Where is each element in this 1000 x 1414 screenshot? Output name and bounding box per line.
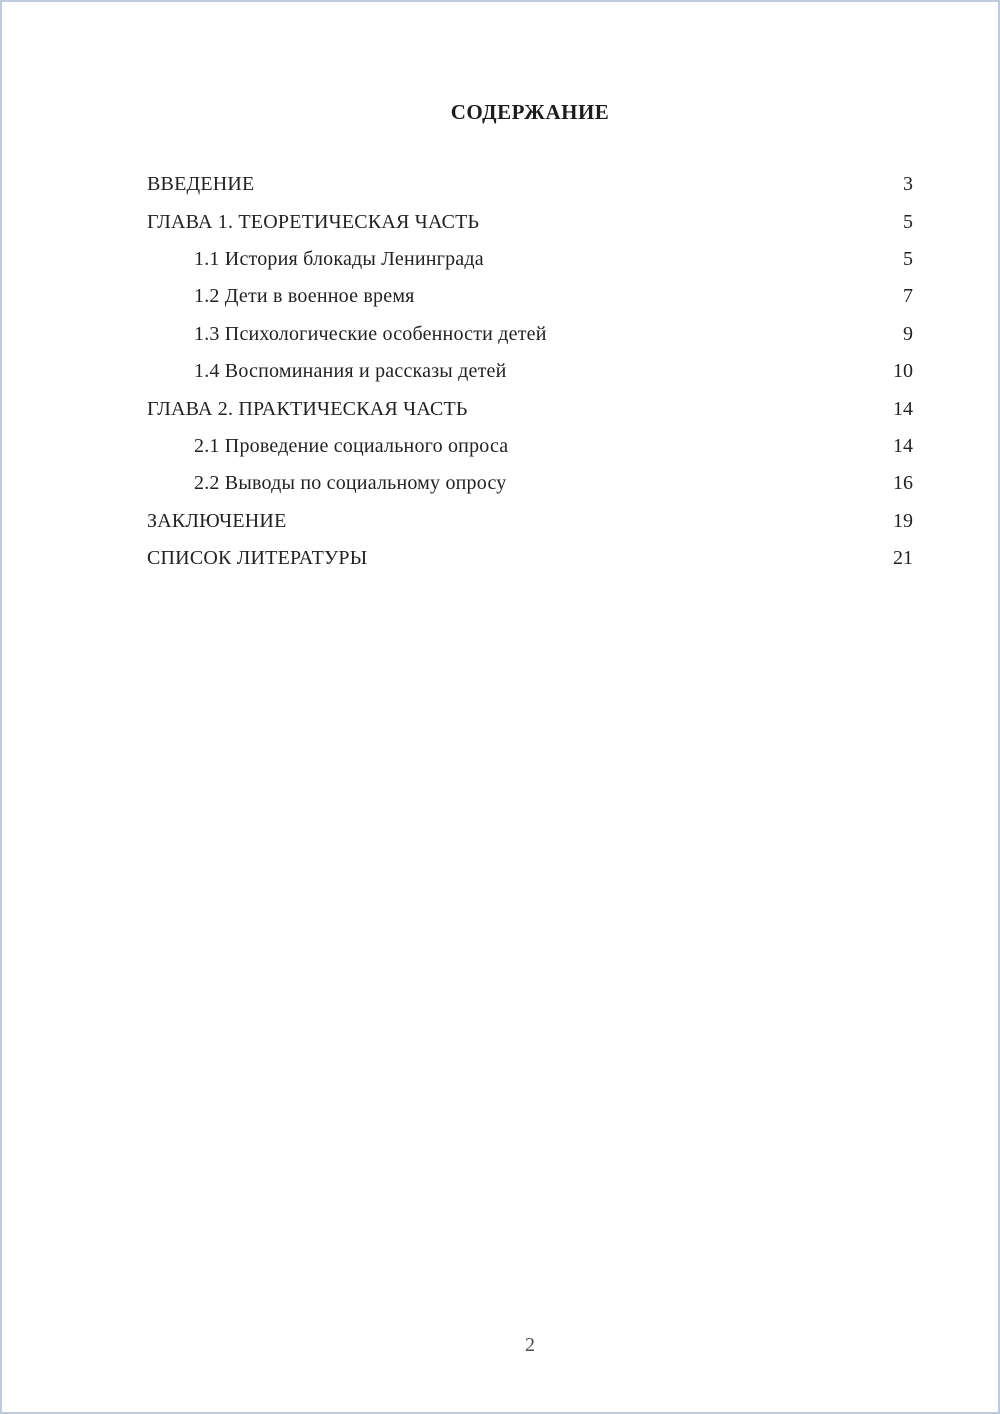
toc-entry-page: 5 <box>903 247 913 270</box>
toc-entry-page: 9 <box>903 322 913 345</box>
toc-entry-page: 7 <box>903 285 913 308</box>
toc-entry <box>147 428 913 465</box>
toc-entry-label: 2.2 Выводы по социальному опросу <box>194 472 507 495</box>
toc-entry <box>147 390 913 427</box>
toc-entry-label: ЗАКЛЮЧЕНИЕ <box>147 509 287 532</box>
toc-entry <box>147 203 913 240</box>
toc-entry-page: 5 <box>903 210 913 233</box>
toc-entry-page: 16 <box>893 472 913 495</box>
toc-entry <box>147 278 913 315</box>
toc-entry-label: ВВЕДЕНИЕ <box>147 173 255 196</box>
toc-entry-page: 3 <box>903 173 913 196</box>
toc-entry <box>147 503 913 540</box>
toc-entry-page: 10 <box>893 360 913 383</box>
toc-entry <box>147 241 913 278</box>
toc-entry-label: 1.4 Воспоминания и рассказы детей <box>194 360 507 383</box>
footer-page-number: 2 <box>525 1334 535 1356</box>
toc-entry-label: СПИСОК ЛИТЕРАТУРЫ <box>147 547 368 570</box>
table-of-contents <box>147 166 913 577</box>
toc-entry <box>147 316 913 353</box>
toc-entry-page: 14 <box>893 397 913 420</box>
page-title: СОДЕРЖАНИЕ <box>450 100 610 124</box>
toc-entry-page: 14 <box>893 434 913 457</box>
toc-entry-label: 1.3 Психологические особенности детей <box>194 322 547 345</box>
toc-entry-label: 1.1 История блокады Ленинграда <box>194 247 484 270</box>
toc-entry-label: ГЛАВА 1. ТЕОРЕТИЧЕСКАЯ ЧАСТЬ <box>147 210 480 233</box>
toc-entry-label: 1.2 Дети в военное время <box>194 285 415 308</box>
toc-entry-label: 2.1 Проведение социального опроса <box>194 434 509 457</box>
toc-entry <box>147 465 913 502</box>
toc-entry-page: 19 <box>893 509 913 532</box>
toc-entry-label: ГЛАВА 2. ПРАКТИЧЕСКАЯ ЧАСТЬ <box>147 397 468 420</box>
toc-entry <box>147 540 913 577</box>
toc-entry <box>147 166 913 203</box>
toc-entry-page: 21 <box>893 547 913 570</box>
toc-entry <box>147 353 913 390</box>
